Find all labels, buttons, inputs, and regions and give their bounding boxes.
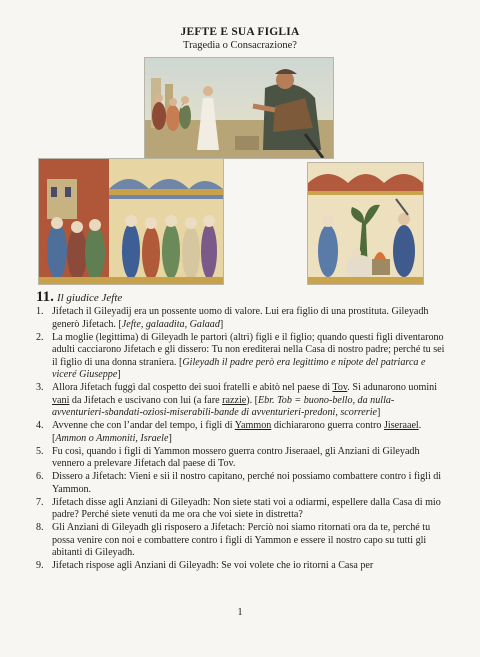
verse-text: ] [117, 369, 121, 380]
document-subtitle: Tragedia o Consacrazione? [183, 40, 297, 51]
medieval-miniature-maidens-image [38, 158, 224, 285]
document-title: JEFTE E SUA FIGLIA [180, 26, 300, 38]
verse-text: ] [168, 432, 172, 444]
section-label: Il giudice Jefte [56, 292, 123, 304]
verse-number: 7. [36, 496, 44, 508]
italic-note: Ebr. Tob = buono-bello, da nulla-avventurieri-sbandati-oziosi-miserabili-bande di avventurieri-predoni, scorrerie [52, 394, 395, 418]
verse-text: Avvenne che con l’andar del tempo, i figli di [52, 420, 235, 431]
underlined-term: vani [52, 394, 70, 406]
underlined-term: Yammon [234, 420, 272, 431]
verse-text: Dissero a Jifetach: Vieni e sii il nostro capitano, perché noi possiamo combattere contro i figli di Yammon. [52, 471, 442, 495]
page-number: 1 [237, 607, 243, 618]
verse-text: da Jifetach e uscivano con lui (a fare [69, 394, 223, 406]
italic-note: Gileyadh il padre però era legittimo e nipote del patriarca e viceré Giuseppe [52, 356, 426, 380]
verse-item [36, 560, 446, 573]
verse-text: Jifetach il Gileyadij era un possente uomo di valore. Lui era figlio di una prostituta. Gileyadh generò Jifetach. [ [52, 306, 429, 330]
verse-item [36, 446, 446, 471]
verse-text: ] [219, 318, 224, 330]
verse-text: . Si adunarono uomini [347, 382, 438, 393]
verse-number: 3. [36, 382, 44, 393]
verse-text: ). [ [246, 394, 259, 406]
section-number: 11. [36, 289, 54, 305]
italic-note: Ammon o Ammoniti, Israele [55, 432, 169, 444]
verse-item [36, 306, 446, 331]
painting-jephthah-daughter-image [144, 57, 334, 159]
verse-number: 5. [36, 445, 44, 457]
verse-item [36, 382, 446, 420]
verse-number: 4. [36, 420, 44, 431]
verse-number: 2. [36, 331, 44, 343]
verse-item [36, 332, 446, 382]
verse-text: La moglie (legittima) di Gileyadh le partorì (altri) figli e il figlio; quando questi figli diventarono adulti cacciarono Jifetach e gli dissero: Tu non erediterai nella Casa di nostro padre; perché tu sei il figlio di una donna straniera. [ [52, 331, 445, 368]
underlined-term: razzie [222, 394, 247, 406]
verse-text: Gli Anziani di Gileyadh gli risposero a Jifetach: Perciò noi siamo ritornati ora da te, perché tu possa venire con noi e combattere contro i figli di Yammon e essere il nostro capo su tutti gli abitanti di Gileyadh. [52, 522, 431, 558]
medieval-miniature-sacrifice-image [307, 162, 424, 285]
verse-text: . [ [52, 420, 422, 444]
italic-note: Jefte, galaadita, Galaad [121, 318, 220, 330]
verse-item [36, 522, 446, 560]
verse-item [36, 497, 446, 522]
verse-number: 1. [36, 306, 44, 317]
verse-number: 9. [36, 560, 44, 571]
verse-text: Jifetach disse agli Anziani di Gileyadh: Non siete stati voi a odiarmi, espellere dalla Casa di mio padre? Perché siete venuti da me ora che voi siete in distretta? [52, 496, 441, 520]
underlined-term: Tov [332, 382, 348, 393]
verse-number: 8. [36, 522, 44, 533]
verse-item [36, 420, 446, 445]
verse-text: dichiararono guerra contro [271, 420, 384, 431]
verse-text: Allora Jifetach fuggì dal cospetto dei suoi fratelli e abitò nel paese di [52, 382, 333, 393]
verse-text: ] [377, 407, 381, 418]
underlined-term: Jiseraael [383, 420, 419, 431]
verse-text: Jifetach rispose agli Anziani di Gileyadh: Se voi volete che io ritorni a Casa per [52, 560, 374, 571]
verse-text: Fu così, quando i figli di Yammon mossero guerra contro Jiseraael, gli Anziani di Gileyadh vennero a prelevare Jifetach dal paese di Tov. [52, 445, 420, 469]
verse-number: 6. [36, 471, 44, 482]
verse-item [36, 471, 446, 496]
verse-list [36, 306, 446, 573]
section-heading [36, 289, 122, 306]
